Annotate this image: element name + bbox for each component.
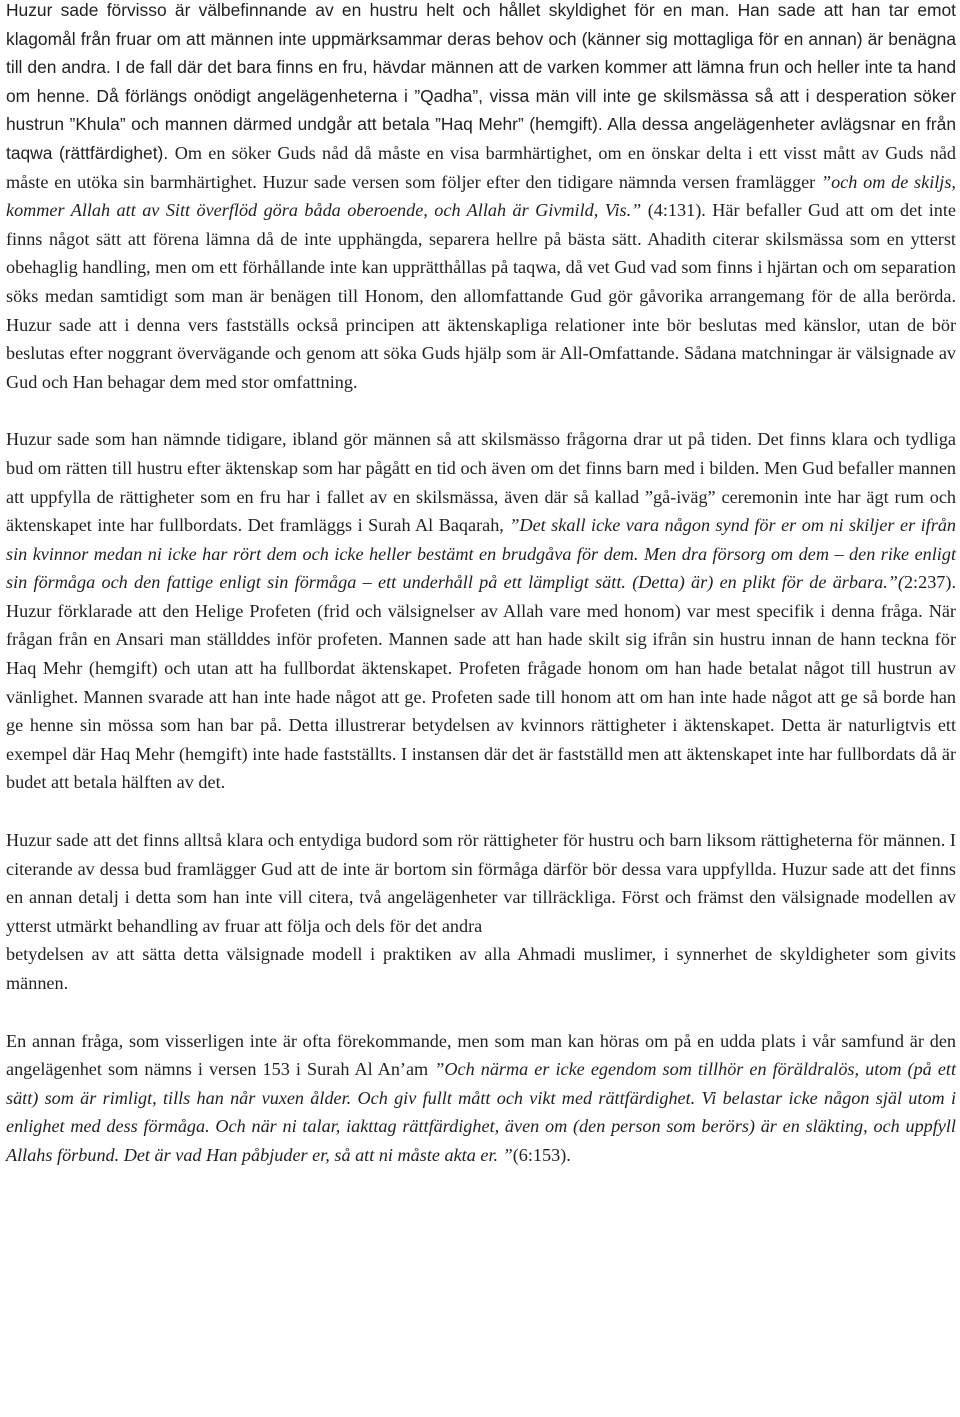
- paragraph-spacer: [6, 797, 956, 826]
- paragraph-2: [6, 425, 956, 797]
- paragraph-2-quote: ”Det skall icke vara någon synd för er om ni skiljer er ifrån sin kvinnor medan ni icke har rört dem och icke heller bestämt en brudgåva för dem. Men dra försorg om dem – den rike enligt sin förmåga och den fattige enligt sin förmåga – ett underhåll på ett lämpligt sätt. (Detta) är) en plikt för de ärbara.”(: [6, 515, 957, 593]
- paragraph-5-segment-1: En annan fråga, som visserligen inte är ofta förekommande, men som man kan höras om på en udda plats i vår samfund är den angelägenhet som nämns i versen 153 i Surah Al An’am: [6, 1030, 956, 1080]
- paragraph-4-segment-1: betydelsen av att sätta detta välsignade modell i praktiken av alla Ahmadi muslimer, i synnerhet de skyldigheter som givits männen.: [6, 944, 956, 993]
- paragraph-5-quote: ”Och närma er icke egendom som tillhör en föräldralös, utom (på ett sätt) som är rimligt, tills han når vuxen ålder. Och giv fullt mått och vikt med rättfärdighet. Vi belastar icke någon själ utom i enlighet med dess förmåga. Och när ni talar, iakttag rättfärdighet, även om (den person som berörs) är en släkting, och uppfyll Allahs förbund. Det är vad Han påbjuder er, så att ni måste akta er. ”: [6, 1059, 957, 1165]
- paragraph-spacer: [6, 998, 956, 1027]
- paragraph-1-segment-4: (4:131). Här befaller Gud att om det inte finns något sätt att förena lämna då de inte upphängda, separera hellre på bästa sätt. Ahadith citerar skilsmässa som en ytterst obehaglig handling, men om ett förhållande inte kan upprätthållas på taqwa, då vet Gud vad som finns i hjärtan och om separation söks medan samtidigt som man är benägen till Honom, den allomfattande Gud gör gåvorika arrangemang för de alla berörda. Huzur sade att i denna vers fastställs också principen att äktenskapliga relationer inte bör beslutas med känslor, utan de bör beslutas efter noggrant övervägande och genom att söka Guds hjälp som är All-Omfattande. Sådana matchningar är välsignade av Gud och Han behagar dem med stor omfattning.: [6, 200, 956, 392]
- paragraph-1-segment-1: Huzur sade förvisso är välbefinnande av en hustru helt och hållet skyldighet för en man. Han sade att han tar emot klagomål från fruar om att männen inte uppmärksammar deras behov och (känner sig mottagliga för en annan) är benägna till den andra. I de fall där det bara finns en fru, hävdar männen att de varken kommer att lämna frun och heller inte ta hand om henne. Då förlängs onödigt angelägenheterna i ”Qadha”, vissa män vill inte ge skilsmässa så att i desperation söker hustrun ”Khula” och mannen därmed undgår att betala ”Haq Mehr” (hemgift). Alla dessa angelägenheter avlägsnar en från taqwa (rättfärdighet).: [6, 0, 956, 163]
- paragraph-1-quote: ”och om de skiljs, kommer Allah att av Sitt överflöd göra båda oberoende, och Allah är Givmild, Vis.”: [6, 171, 956, 221]
- paragraph-5: [6, 1027, 956, 1170]
- paragraph-4: [6, 940, 956, 997]
- paragraph-5-segment-3: (6:153).: [512, 1144, 571, 1165]
- paragraph-2-segment-3: 2:237). Huzur förklarade att den Helige Profeten (frid och välsignelser av Allah vare med honom) var mest specifik i denna fråga. När frågan från en Ansari man ställddes inför profeten. Mannen sade att han hade skilt sig ifrån sin hustru innan de hann teckna för Haq Mehr (hemgift) och utan att ha fullbordat äktenskapet. Profeten frågade honom om han hade betalat något till hustrun av vänlighet. Mannen svarade att han inte hade något att ge. Profeten sade till honom att om han inte hade något att ge så borde han ge henne sin mössa som han bar på. Detta illustrerar betydelsen av kvinnors rättigheter i äktenskapet. Detta är naturligtvis ett exempel där Haq Mehr (hemgift) inte hade fastställts. I instansen där det är fastställd men att äktenskapet inte har fullbordats då är budet att betala hälften av det.: [6, 572, 956, 793]
- paragraph-3-segment-1: Huzur sade att det finns alltså klara och entydiga budord som rör rättigheter för hustru och barn liksom rättigheterna för männen. I citerande av dessa bud framlägger Gud att de inte är bortom sin förmåga därför bör dessa vara uppfyllda. Huzur sade att det finns en annan detalj i detta som han inte vill citera, två angelägenheter var tillräckliga. Först och främst den välsignade modellen av ytterst utmärkt behandling av fruar att följa och dels för det andra: [6, 830, 956, 936]
- paragraph-3: [6, 826, 956, 940]
- paragraph-1-segment-2: Om en söker Guds nåd då måste en visa barmhärtighet, om en önskar delta i ett visst mått av Guds nåd måste en utöka sin barmhärtighet. Huzur sade versen som följer efter den tidigare nämnda versen framlägger: [6, 142, 956, 192]
- paragraph-2-segment-1: Huzur sade som han nämnde tidigare, ibland gör männen så att skilsmässo frågorna drar ut på tiden. Det finns klara och tydliga bud om rätten till hustru efter äktenskap som har pågått en tid och även om det finns barn med i bilden. Men Gud befaller mannen att uppfylla de rättigheter som en fru har i fallet av en skilsmässa, även där så kallad ”gå-iväg” ceremonin inte har ägt rum och äktenskapet inte har fullbordats. Det framläggs i Surah Al Baqarah,: [6, 429, 956, 536]
- paragraph-1: [6, 0, 956, 396]
- paragraph-spacer: [6, 396, 956, 425]
